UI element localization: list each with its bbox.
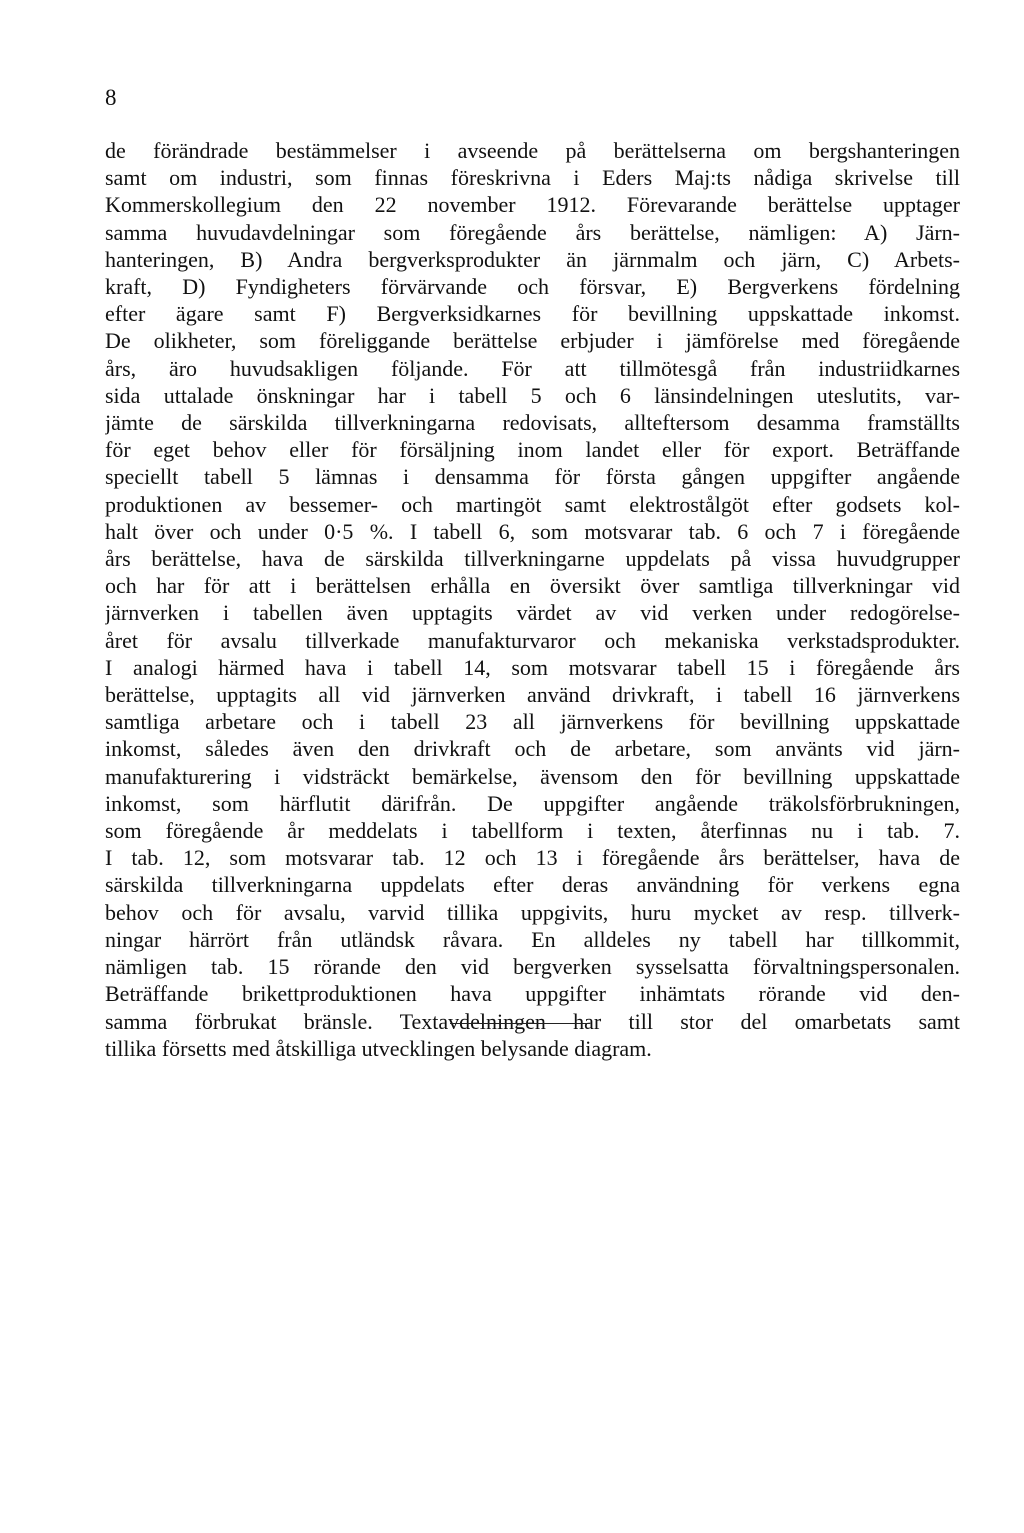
text-line: produktionen av bessemer- och martingöt samt elektrostålgöt efter godsets kol- bbox=[105, 491, 960, 517]
text-line: inkomst, således även den drivkraft och de arbetare, som använts vid järn- bbox=[105, 736, 960, 762]
text-line: kraft, D) Fyndigheters förvärvande och försvar, E) Bergverkens fördelning bbox=[105, 274, 960, 300]
text-line: ningar härrört från utländsk råvara. En alldeles ny tabell har tillkommit, bbox=[105, 926, 960, 952]
text-line: efter ägare samt F) Bergverksidkarnes för bevillning uppskattade inkomst. bbox=[105, 301, 960, 327]
text-line: berättelse, upptagits all vid järnverken använd drivkraft, i tabell 16 järnverkens bbox=[105, 682, 960, 708]
text-line: året för avsalu tillverkade manufakturvaror och mekaniska verkstadsprodukter. bbox=[105, 627, 960, 653]
text-line: hanteringen, B) Andra bergverksprodukter än järnmalm och järn, C) Arbets- bbox=[105, 246, 960, 272]
text-line: samtliga arbetare och i tabell 23 all järnverkens för bevillning uppskattade bbox=[105, 709, 960, 735]
text-line: järnverken i tabellen även upptagits värdet av vid verken under redogörelse- bbox=[105, 600, 960, 626]
text-line: de förändrade bestämmelser i avseende på berättelserna om bergshanteringen bbox=[105, 138, 960, 163]
text-line: samma förbrukat bränsle. Textavdelningen har till stor del omarbetats samt bbox=[105, 1008, 960, 1034]
section-divider bbox=[450, 1023, 590, 1024]
text-line: manufakturering i vidsträckt bemärkelse, ävensom den för bevillning uppskattade bbox=[105, 763, 960, 789]
text-line: speciellt tabell 5 lämnas i densamma för första gången uppgifter angående bbox=[105, 464, 960, 490]
text-line: inkomst, som härflutit därifrån. De uppgifter angående träkolsförbrukningen, bbox=[105, 790, 960, 816]
text-line: behov och för avsalu, varvid tillika uppgivits, huru mycket av resp. tillverk- bbox=[105, 899, 960, 925]
page-number: 8 bbox=[105, 85, 117, 110]
text-line: och har för att i berättelsen erhålla en översikt över samtliga tillverkningar vid bbox=[105, 573, 960, 599]
text-line: särskilda tillverkningarna uppdelats efter deras användning för verkens egna bbox=[105, 872, 960, 898]
text-line: Kommerskollegium den 22 november 1912. Förevarande berättelse upptager bbox=[105, 192, 960, 218]
text-line: som föregående år meddelats i tabellform i texten, återfinnas nu i tab. 7. bbox=[105, 818, 960, 844]
text-line: I analogi härmed hava i tabell 14, som motsvarar tabell 15 i föregående års bbox=[105, 654, 960, 680]
text-line: jämte de särskilda tillverkningarna redovisats, allteftersom desamma framställts bbox=[105, 410, 960, 436]
text-line: tillika försetts med åtskilliga utvecklingen belysande diagram. bbox=[105, 1035, 652, 1061]
text-line: nämligen tab. 15 rörande den vid bergverken sysselsatta förvaltningspersonalen. bbox=[105, 954, 960, 980]
text-line: Beträffande brikettproduktionen hava uppgifter inhämtats rörande vid den- bbox=[105, 981, 960, 1007]
text-line: års, äro huvudsakligen följande. För att tillmötesgå från industriidkarnes bbox=[105, 355, 960, 381]
text-line: samma huvudavdelningar som föregående års berättelse, nämligen: A) Järn- bbox=[105, 219, 960, 245]
text-line: halt över och under 0·5 %. I tabell 6, som motsvarar tab. 6 och 7 i föregående bbox=[105, 518, 960, 544]
text-line: för eget behov eller för försäljning inom landet eller för export. Beträffande bbox=[105, 437, 960, 463]
body-paragraph bbox=[105, 137, 960, 1062]
text-line: sida uttalade önskningar har i tabell 5 och 6 länsindelningen uteslutits, var- bbox=[105, 382, 960, 408]
text-line: samt om industri, som finnas föreskrivna i Eders Maj:ts nådiga skrivelse till bbox=[105, 165, 960, 191]
text-line: De olikheter, som föreliggande berättelse erbjuder i jämförelse med föregående bbox=[105, 328, 960, 354]
text-line: års berättelse, hava de särskilda tillverkningarne uppdelats på vissa huvudgrupper bbox=[105, 546, 960, 572]
text-line: I tab. 12, som motsvarar tab. 12 och 13 i föregående års berättelser, hava de bbox=[105, 845, 960, 871]
